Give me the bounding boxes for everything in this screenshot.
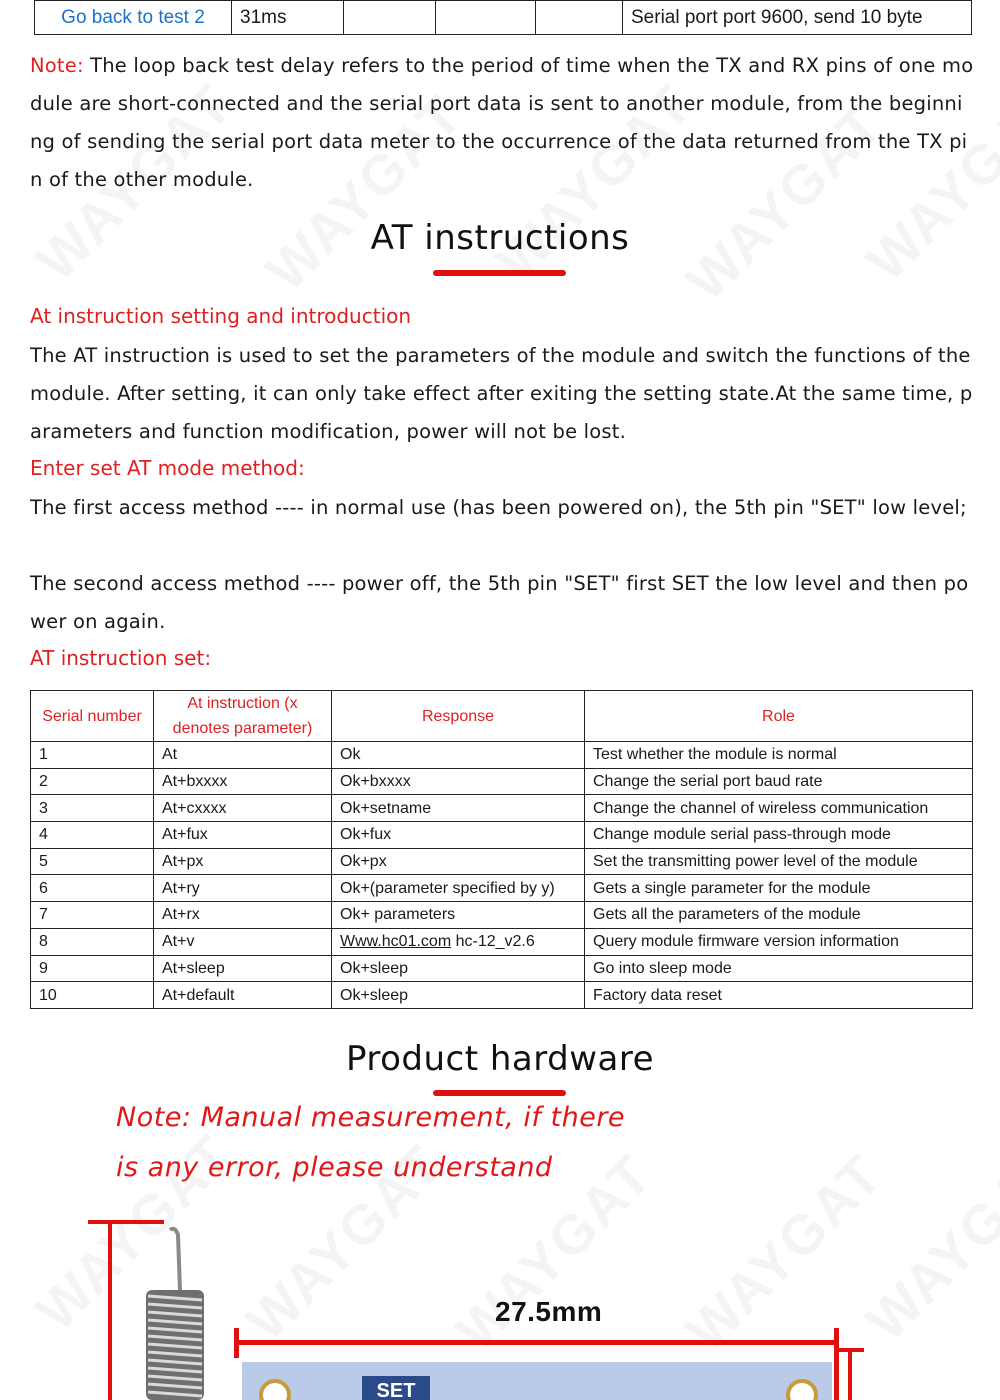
serial-cell: 7 bbox=[31, 902, 154, 929]
column-header: At instruction (x denotes parameter) bbox=[154, 691, 332, 742]
enter-mode-heading: Enter set AT mode method: bbox=[30, 456, 305, 480]
empty-cell bbox=[344, 1, 436, 35]
width-dimension-label: 27.5mm bbox=[495, 1296, 603, 1327]
response-cell: Ok+sleep bbox=[332, 982, 585, 1009]
note-text: The loop back test delay refers to the period of time when the TX and RX pins of one module are short-connected and the serial port data is sent to another module, from the beginning of sending the serial port data meter to the occurrence of the data returned from the TX pin of the other module. bbox=[30, 54, 974, 191]
role-cell: Gets all the parameters of the module bbox=[585, 902, 973, 929]
column-header: Response bbox=[332, 691, 585, 742]
role-cell: Change module serial pass-through mode bbox=[585, 822, 973, 849]
firmware-website-link[interactable]: Www.hc01.com bbox=[340, 933, 452, 951]
measurement-note-line1: Note: Manual measurement, if there bbox=[116, 1102, 626, 1133]
table-row bbox=[31, 795, 973, 822]
firmware-version-text: hc-12_v2.6 bbox=[451, 933, 535, 951]
width-dimension-line bbox=[236, 1340, 838, 1345]
serial-cell: 1 bbox=[31, 742, 154, 769]
title-underline bbox=[433, 1090, 566, 1096]
table-row bbox=[31, 955, 973, 982]
instruction-cell: At+px bbox=[154, 848, 332, 875]
role-cell: Change the channel of wireless communication bbox=[585, 795, 973, 822]
serial-cell: 8 bbox=[31, 928, 154, 955]
instruction-cell: At+sleep bbox=[154, 955, 332, 982]
setting-heading: At instruction setting and introduction bbox=[30, 304, 412, 328]
mounting-hole bbox=[788, 1381, 816, 1400]
response-cell: Ok+setname bbox=[332, 795, 585, 822]
role-cell: Test whether the module is normal bbox=[585, 742, 973, 769]
set-pin-label: SET bbox=[376, 1380, 416, 1400]
at-instruction-table bbox=[30, 690, 973, 1009]
measurement-note-line2: is any error, please understand bbox=[116, 1152, 553, 1183]
title-underline bbox=[433, 270, 566, 276]
serial-cell: 4 bbox=[31, 822, 154, 849]
table-row bbox=[31, 902, 973, 929]
response-cell: Ok+ parameters bbox=[332, 902, 585, 929]
table-header-row bbox=[31, 691, 973, 742]
column-header: Serial number bbox=[31, 691, 154, 742]
delay-cell: 31ms bbox=[232, 1, 344, 35]
instruction-cell: At+ry bbox=[154, 875, 332, 902]
right-corner-line bbox=[848, 1348, 852, 1400]
response-cell: Ok+bxxxx bbox=[332, 768, 585, 795]
response-cell: Ok+px bbox=[332, 848, 585, 875]
condition-cell: Serial port port 9600, send 10 byte bbox=[623, 1, 972, 35]
table-row bbox=[35, 1, 972, 35]
instruction-cell: At+default bbox=[154, 982, 332, 1009]
antenna-wire bbox=[170, 1229, 180, 1290]
method-two-text: The second access method ---- power off, the 5th pin "SET" first SET the low level and then power on again. bbox=[30, 572, 969, 633]
table-row bbox=[31, 848, 973, 875]
response-cell: Ok+sleep bbox=[332, 955, 585, 982]
empty-cell bbox=[536, 1, 623, 35]
role-cell: Query module firmware version information bbox=[585, 928, 973, 955]
serial-cell: 5 bbox=[31, 848, 154, 875]
loopback-note bbox=[30, 47, 975, 199]
instruction-cell: At+v bbox=[154, 928, 332, 955]
instruction-set-heading: AT instruction set: bbox=[30, 646, 212, 670]
method-one-text: The first access method ---- in normal use (has been powered on), the 5th pin "SET" low level; bbox=[30, 496, 967, 519]
test-name-cell: Go back to test 2 bbox=[35, 1, 232, 35]
empty-cell bbox=[436, 1, 536, 35]
height-dimension-cap bbox=[88, 1220, 164, 1224]
instruction-cell: At+cxxxx bbox=[154, 795, 332, 822]
instruction-cell: At+fux bbox=[154, 822, 332, 849]
module-board bbox=[242, 1362, 832, 1400]
table-row bbox=[31, 768, 973, 795]
table-row bbox=[31, 822, 973, 849]
instruction-cell: At+bxxxx bbox=[154, 768, 332, 795]
at-section-title: AT instructions bbox=[370, 218, 630, 258]
serial-cell: 6 bbox=[31, 875, 154, 902]
response-cell bbox=[332, 928, 585, 955]
column-header: Role bbox=[585, 691, 973, 742]
instruction-cell: At bbox=[154, 742, 332, 769]
module-hardware-illustration bbox=[0, 1190, 1000, 1400]
width-dimension-cap-right bbox=[834, 1328, 839, 1400]
setting-text: The AT instruction is used to set the parameters of the module and switch the functions of the module. After setting, it can only take effect after exiting the setting state.At the same time, parameters and function modification, power will not be lost. bbox=[30, 344, 973, 443]
role-cell: Change the serial port baud rate bbox=[585, 768, 973, 795]
response-cell: Ok+(parameter specified by y) bbox=[332, 875, 585, 902]
table-row bbox=[31, 875, 973, 902]
role-cell: Set the transmitting power level of the module bbox=[585, 848, 973, 875]
note-label: Note: bbox=[30, 54, 84, 77]
width-dimension-cap-left bbox=[234, 1328, 239, 1358]
role-cell: Gets a single parameter for the module bbox=[585, 875, 973, 902]
mounting-hole bbox=[261, 1381, 289, 1400]
response-cell: Ok bbox=[332, 742, 585, 769]
table-row bbox=[31, 742, 973, 769]
role-cell: Factory data reset bbox=[585, 982, 973, 1009]
instruction-cell: At+rx bbox=[154, 902, 332, 929]
response-cell: Ok+fux bbox=[332, 822, 585, 849]
serial-cell: 10 bbox=[31, 982, 154, 1009]
loopback-table bbox=[34, 0, 972, 35]
serial-cell: 2 bbox=[31, 768, 154, 795]
role-cell: Go into sleep mode bbox=[585, 955, 973, 982]
serial-cell: 3 bbox=[31, 795, 154, 822]
table-row bbox=[31, 928, 973, 955]
serial-cell: 9 bbox=[31, 955, 154, 982]
antenna-coil-icon bbox=[146, 1290, 204, 1400]
hardware-section-title: Product hardware bbox=[345, 1039, 655, 1079]
table-row bbox=[31, 982, 973, 1009]
height-dimension-line bbox=[108, 1220, 112, 1400]
